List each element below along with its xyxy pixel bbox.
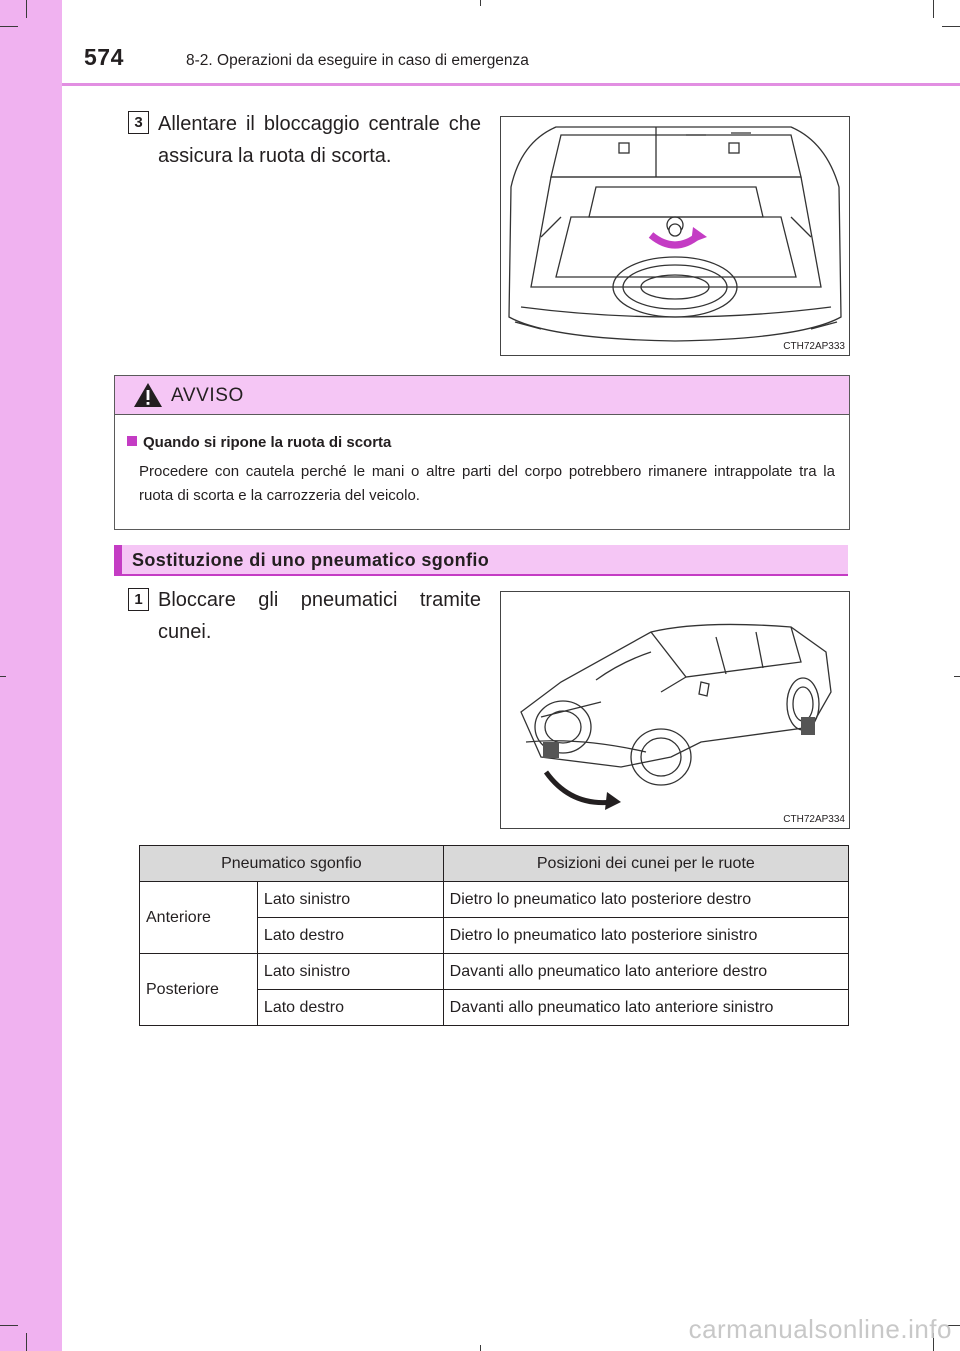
crop-mark [0, 26, 18, 27]
table-header-row [140, 846, 849, 882]
section-title: 8-2. Operazioni da eseguire in caso di emergenza [186, 52, 529, 69]
crop-mark [480, 1345, 481, 1351]
subsection-heading [114, 545, 848, 576]
image-code: CTH72AP334 [783, 814, 845, 825]
table-cell: Dietro lo pneumatico lato posteriore sinistro [443, 918, 848, 954]
table-cell: Davanti allo pneumatico lato anteriore destro [443, 954, 848, 990]
page-sidebar [0, 0, 62, 1351]
warning-subtitle [127, 434, 391, 451]
table-cell: Lato sinistro [257, 954, 443, 990]
warning-subtitle-text: Quando si ripone la ruota di scorta [143, 434, 392, 451]
crop-mark [942, 26, 960, 27]
table-row [140, 882, 849, 918]
table-cell: Davanti allo pneumatico lato anteriore sinistro [443, 990, 848, 1026]
watermark: carmanualsonline.info [688, 1314, 952, 1344]
table-cell: Lato sinistro [257, 882, 443, 918]
table-cell: Lato destro [257, 990, 443, 1026]
wheel-chock-table [139, 845, 849, 1026]
step-3-text: Allentare il bloccaggio centrale che assicura la ruota di scorta. [158, 113, 481, 167]
page-number: 574 [84, 44, 124, 70]
table-group-cell: Posteriore [140, 954, 258, 1026]
warning-title: AVVISO [171, 385, 244, 406]
table-header: Posizioni dei cunei per le ruote [443, 846, 848, 882]
crop-mark [0, 1325, 18, 1326]
step-1-line-1: Bloccare gli pneumatici tramite [158, 589, 481, 611]
image-code: CTH72AP333 [783, 341, 845, 352]
subsection-title: Sostituzione di uno pneumatico sgonfio [132, 550, 490, 570]
step-number-3: 3 [128, 111, 149, 134]
table-cell: Lato destro [257, 918, 443, 954]
table-cell: Dietro lo pneumatico lato posteriore destro [443, 882, 848, 918]
table-header: Pneumatico sgonfio [140, 846, 444, 882]
trunk-spare-wheel-illustration [500, 116, 850, 356]
warning-body: Procedere con cautela perché le mani o altre parti del corpo potrebbero rimanere intrappolate tra la ruota di scorta e la carrozzeria del veicolo. [139, 463, 835, 504]
crop-mark [933, 0, 934, 18]
table-group-cell: Anteriore [140, 882, 258, 954]
step-1-line-2: cunei. [158, 621, 212, 643]
table-row [140, 954, 849, 990]
crop-mark [954, 676, 960, 677]
warning-box [114, 375, 850, 530]
crop-mark [0, 676, 6, 677]
warning-header [115, 376, 849, 415]
wheel-chock-illustration [500, 591, 850, 829]
header-rule [62, 83, 960, 86]
crop-mark [480, 0, 481, 6]
square-bullet-icon [127, 436, 137, 446]
crop-mark [26, 1333, 27, 1351]
crop-mark [26, 0, 27, 18]
warning-triangle-icon [133, 382, 163, 413]
step-number-1: 1 [128, 588, 149, 611]
